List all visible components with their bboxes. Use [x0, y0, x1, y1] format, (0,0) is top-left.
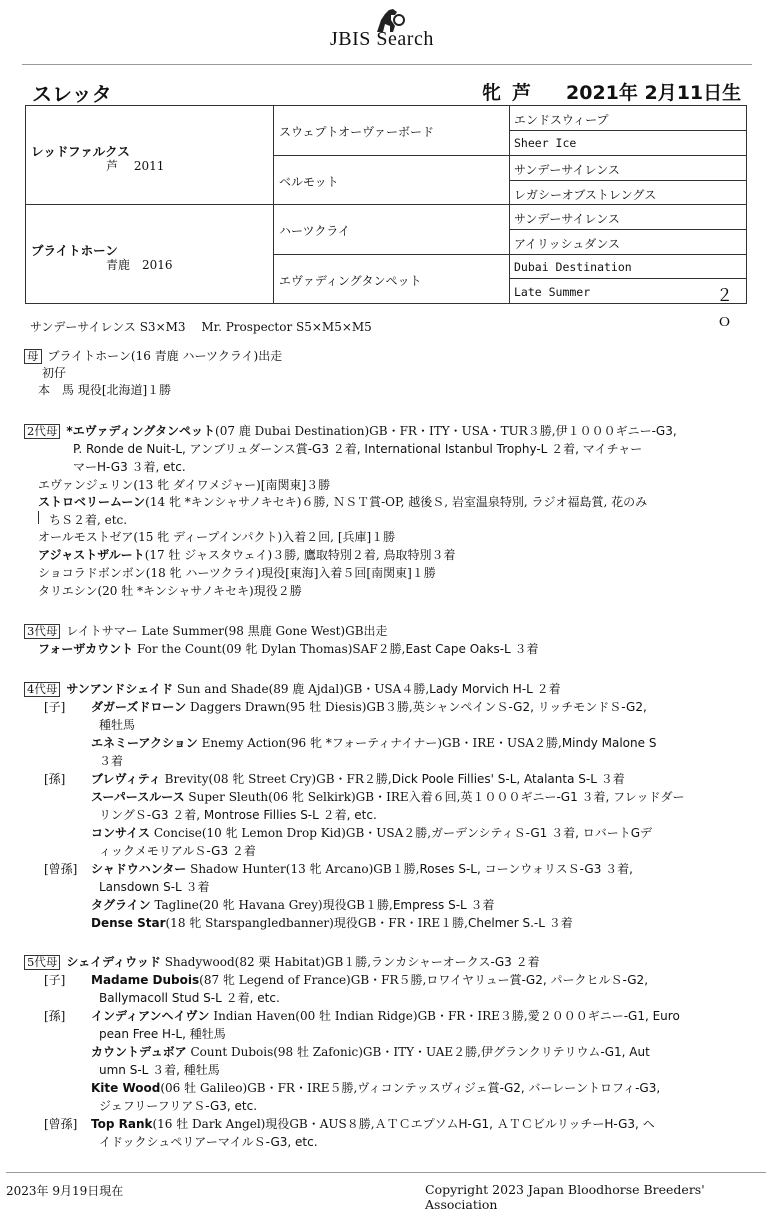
gen3-ancestor: レガシーオブストレングス: [514, 188, 657, 202]
dam-label: 母: [24, 349, 42, 364]
sire-detail: 芦 2011: [106, 159, 165, 173]
dam-detail: 青鹿 2016: [106, 258, 173, 272]
inbreeding-info: サンデーサイレンス S3×M3 Mr. Prospector S5×M5×M5: [30, 320, 372, 334]
horse-name: スレッタ: [32, 82, 112, 106]
gen3-ancestor: アイリッシュダンス: [514, 237, 620, 251]
g4-dam-race: Lady Morvich H-L ２着: [429, 682, 561, 696]
g4-label: 4代母: [24, 682, 60, 697]
g5-tag-great: [曾孫]: [44, 1117, 78, 1131]
g2-dam-race: 伊１０００ギニー-G3,: [555, 424, 677, 438]
g4-child-record: Daggers Drawn(95 牡 Diesis)GB３勝,: [186, 700, 413, 714]
g2-offspring-record: (14 牝 *キンシャサノキセキ)６勝, ＮＳＴ賞-OP, 越後Ｓ, 岩室温泉特別, ラジオ福島賞, 花のみ: [145, 495, 648, 509]
gen2-ancestor: ベルモット: [279, 175, 339, 189]
g2-offspring: オールモストゼア(15 牝 ディープインパクト)入着２回, [兵庫]１勝: [38, 530, 396, 544]
g5-dam-name: シェイディウッド: [66, 955, 161, 969]
g5-dam-record: Shadywood(82 栗 Habitat)GB１勝,: [160, 955, 372, 969]
gen3-ancestor: Late Summer: [514, 285, 591, 299]
gen3-ancestor: Sheer Ice: [514, 136, 577, 150]
g5-child-race: ロワイヤリュー賞-G2, パークヒルＳ-G2,: [426, 973, 649, 987]
g5-tag-child: [子]: [44, 973, 66, 987]
g5-great-race: ＡＴＣエプソムH-G1, ＡＴＣビルリッチーH-G3, ヘ: [374, 1117, 655, 1131]
logo-text: JBIS Search: [330, 28, 434, 50]
footer-date: 2023年 9月19日現在: [6, 1184, 124, 1198]
g5-child-record-cont: Ballymacoll Stud S-L ２着, etc.: [99, 991, 280, 1005]
g5-grand-record-cont: ジェフリーフリアＳ-G3, etc.: [99, 1099, 258, 1113]
g2-offspring: ショコラドボンボン(18 牝 ハーツクライ)現役[東海]入着５回[南関東]１勝: [38, 566, 436, 580]
g4-dam-name: サンアンドシェイド: [66, 682, 174, 696]
self-record: 本 馬 現役[北海道]１勝: [38, 383, 172, 397]
g2-dam-record-cont: マーH-G3 ３着, etc.: [73, 460, 186, 474]
g4-grand-name: スーパースルース: [91, 790, 185, 804]
g5-grand-race: ヴィコンテッスヴィジェ賞-G2, バーレーントロフィ-G3,: [357, 1081, 661, 1095]
g2-offspring: エヴァンジェリン(13 牝 ダイワメジャー)[南関東]３勝: [38, 478, 331, 492]
g3-offspring-name: フォーザカウント: [38, 642, 134, 656]
g2-offspring-name: アジャストザルート: [38, 548, 145, 562]
g2-dam-record-cont: P. Ronde de Nuit-L, アンブリュダーンス賞-G3 ２着, International Istanbul Trophy-L ２着, マイチャー: [73, 442, 643, 456]
g5-grand-record: Count Dubois(98 牡 Zafonic)GB・ITY・UAE２勝,: [186, 1045, 481, 1059]
g4-great-race: Chelmer S.-L ３着: [467, 916, 573, 930]
g4-grand-race: 英１０００ギニー-G1 ３着, フレッドダー: [460, 790, 685, 804]
g4-child-record-cont: ３着: [99, 754, 124, 768]
g5-grand-record-cont: umn S-L ３着, 種牡馬: [99, 1063, 220, 1077]
g5-grand-name: Kite Wood: [91, 1081, 161, 1095]
g4-grand-name: ブレヴィティ: [91, 772, 161, 786]
g2-offspring-record-cont: ちＳ２着, etc.: [49, 513, 128, 527]
g4-great-name: シャドウハンター: [91, 862, 187, 876]
g5-grand-record: (06 牡 Galileo)GB・FR・IRE５勝,: [160, 1081, 358, 1095]
gen2-ancestor: スウェプトオーヴァーボード: [279, 125, 435, 139]
sire-name: レッドファルクス: [31, 144, 130, 159]
g4-grand-record: Super Sleuth(06 牝 Selkirk)GB・IRE入着６回,: [184, 790, 461, 804]
g2-dam-record: (07 鹿 Dubai Destination)GB・FR・ITY・USA・TUR３勝,: [215, 424, 556, 438]
gen3-ancestor: エンドスウィープ: [514, 113, 609, 127]
g3-offspring-record: For the Count(09 牝 Dylan Thomas)SAF２勝,: [133, 642, 406, 656]
g5-great-record-cont: イドックシュペリアーマイルＳ-G3, etc.: [99, 1135, 318, 1149]
g2-offspring-name: ストロベリームーン: [38, 495, 146, 509]
g4-grand-name: コンサイス: [91, 826, 151, 840]
gen3-ancestor: Dubai Destination: [514, 260, 632, 274]
g2-dam-name: *エヴァディングタンペット: [66, 424, 216, 438]
horse-birthdate: 2021年 2月11日生: [566, 82, 742, 104]
g5-label: 5代母: [24, 955, 60, 970]
header-divider: [22, 64, 752, 65]
g4-child-race: Mindy Malone S: [561, 736, 657, 750]
g5-grand-race: 愛２０００ギニー-G1, Euro: [527, 1009, 680, 1023]
horse-sex: 牝: [482, 82, 502, 104]
dam-section-line: [24, 347, 282, 364]
g4-great-record: Tagline(20 牝 Havana Grey)現役GB１勝,: [150, 898, 393, 912]
g4-child-record-cont: 種牡馬: [99, 718, 136, 732]
g4-grand-record: Concise(10 牝 Lemon Drop Kid)GB・USA２勝,: [150, 826, 432, 840]
g4-grand-record-cont: ィックメモリアルＳ-G3 ２着: [99, 844, 256, 858]
g5-grand-race: 伊グランクリテリウム-G1, Aut: [481, 1045, 650, 1059]
dam-name: ブライトホーン: [31, 243, 118, 258]
g5-grand-name: カウントデュボア: [91, 1045, 187, 1059]
g2-offspring-record: (17 牡 ジャスタウェイ)３勝, 鷹取特別２着, 鳥取特別３着: [144, 548, 456, 562]
g4-great-race: Empress S-L ３着: [392, 898, 495, 912]
g3-label: 3代母: [24, 624, 60, 639]
g4-tag-great: [曾孫]: [44, 862, 78, 876]
g4-great-name: タグライン: [91, 898, 151, 912]
g4-grand-race: ガーデンシティＳ-G1 ３着, ロバートGデ: [431, 826, 653, 840]
gen3-ancestor: サンデーサイレンス: [514, 163, 620, 177]
dam-note: 初仔: [42, 366, 67, 380]
g4-great-record-cont: Lansdown S-L ３着: [99, 880, 210, 894]
g3-offspring-race: East Cape Oaks-L ３着: [405, 642, 539, 656]
g5-tag-grand: [孫]: [44, 1009, 66, 1023]
g4-child-race: 英シャンペインＳ-G2, リッチモンドＳ-G2,: [412, 700, 647, 714]
g5-child-name: Madame Dubois: [91, 973, 200, 987]
g4-grand-race: Dick Poole Fillies' S-L, Atalanta S-L ３着: [391, 772, 625, 786]
gen3-ancestor: サンデーサイレンス: [514, 212, 620, 226]
g5-grand-record: Indian Haven(00 牡 Indian Ridge)GB・FR・IRE３勝,: [209, 1009, 528, 1023]
g4-dam-record: Sun and Shade(89 鹿 Ajdal)GB・USA４勝,: [173, 682, 430, 696]
footer-divider: [6, 1172, 766, 1173]
g5-child-record: (87 牝 Legend of France)GB・FR５勝,: [199, 973, 427, 987]
gen2-ancestor: ハーツクライ: [279, 224, 351, 238]
g2-offspring: タリエシン(20 牡 *キンシャサノキセキ)現役２勝: [38, 584, 302, 598]
g4-great-name: Dense Star: [91, 916, 166, 930]
g4-great-race: Roses S-L, コーンウォリスＳ-G3 ３着,: [419, 862, 633, 876]
jbis-logo: [0, 0, 775, 60]
g5-grand-name: インディアンヘイヴン: [91, 1009, 210, 1023]
g3-dam-record: レイトサマー Late Summer(98 黒鹿 Gone West)GB出走: [66, 624, 388, 638]
g4-child-name: エネミーアクション: [91, 736, 198, 750]
g4-tag-child: [子]: [44, 700, 66, 714]
g2-label: 2代母: [24, 424, 60, 439]
g4-grand-record-cont: リングＳ-G3 ２着, Montrose Fillies S-L ２着, etc.: [99, 808, 377, 822]
dam-record: ブライトホーン(16 青鹿 ハーツクライ)出走: [47, 349, 283, 363]
g5-great-name: Top Rank: [91, 1117, 153, 1131]
pedigree-corner-mark: ２ｏ: [716, 286, 735, 331]
gen2-ancestor: エヴァディングタンペット: [279, 274, 422, 288]
g4-tag-grand: [孫]: [44, 772, 66, 786]
footer-copyright: Copyright 2023 Japan Bloodhorse Breeders' Association: [425, 1182, 705, 1212]
g4-grand-record: Brevity(08 牝 Street Cry)GB・FR２勝,: [160, 772, 392, 786]
g5-grand-record-cont: pean Free H-L, 種牡馬: [99, 1027, 226, 1041]
g4-great-record: (18 牝 Starspangledbanner)現役GB・FR・IRE１勝,: [165, 916, 468, 930]
g5-great-record: (16 牡 Dark Angel)現役GB・AUS８勝,: [152, 1117, 375, 1131]
g5-dam-race: ランカシャーオークス-G3 ２着: [371, 955, 540, 969]
horse-color: 芦: [512, 82, 532, 104]
g4-child-record: Enemy Action(96 牝 *フォーティナイナー)GB・IRE・USA２勝,: [197, 736, 562, 750]
g4-child-name: ダガーズドローン: [91, 700, 187, 714]
g4-great-record: Shadow Hunter(13 牝 Arcano)GB１勝,: [186, 862, 420, 876]
